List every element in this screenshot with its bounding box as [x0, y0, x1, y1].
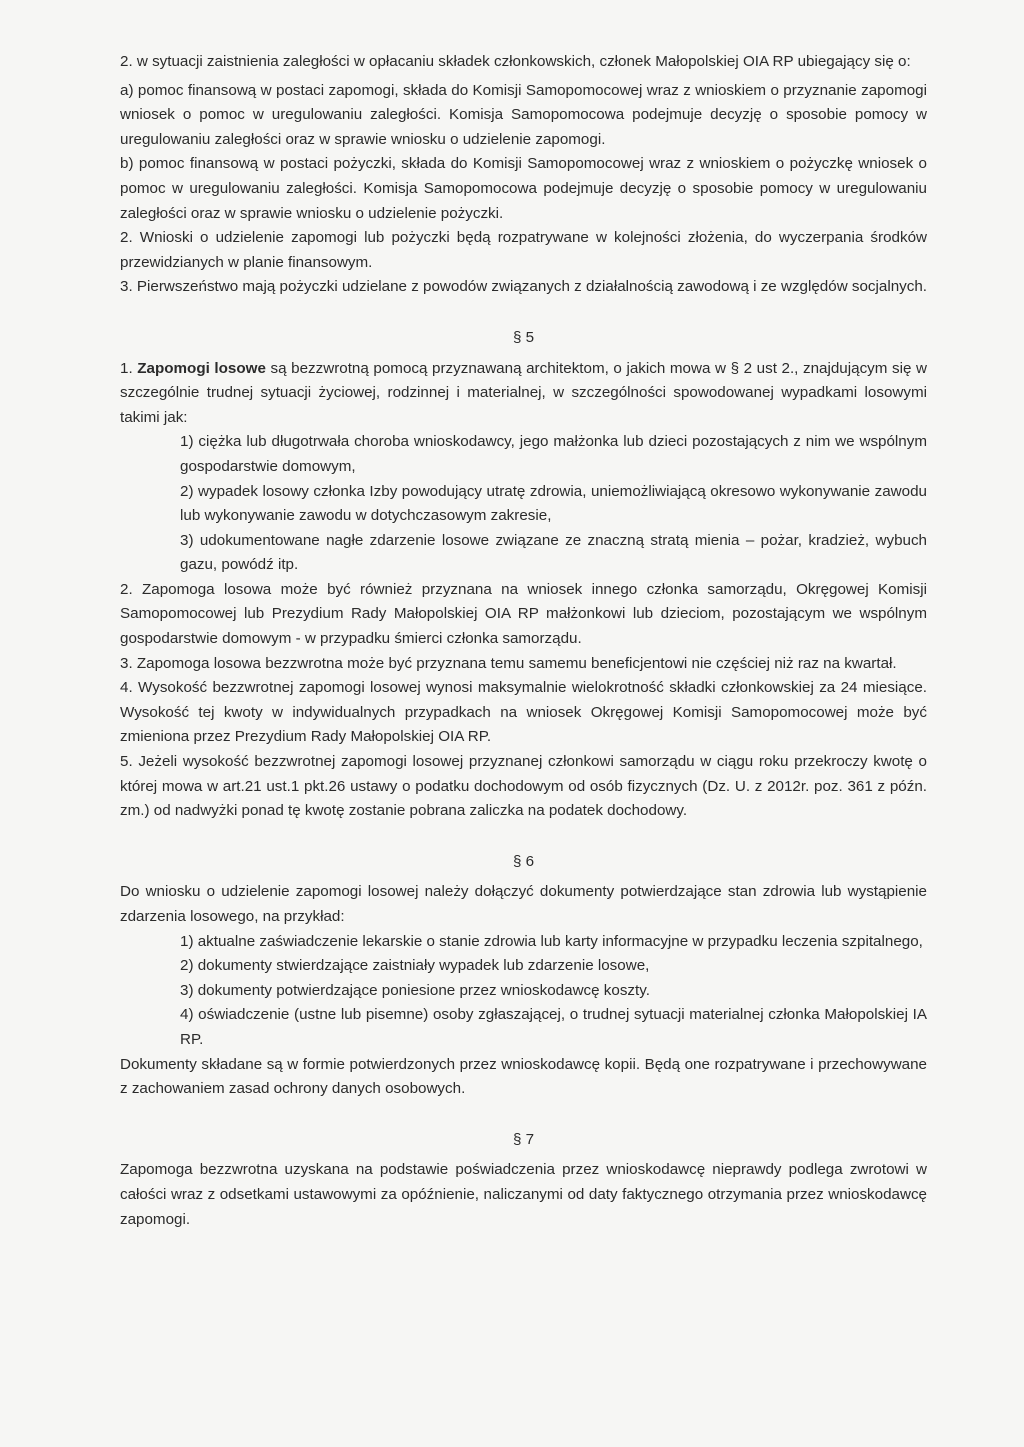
paragraph-2: 2. Zapomoga losowa może być również przyznana na wniosek innego członka samorządu, Okręgowej Komisji Samopomocowej lub Prezydium Rady Małopolskiej OIA RP małżonkowi lub dzieciom, pozostającym we wspólnym gospodarstwie domowym - w przypadku śmierci członka samorządu. [120, 580, 927, 648]
list-item: 4) oświadczenie (ustne lub pisemne) osoby zgłaszającej, o trudnej sytuacji materialnej członka Małopolskiej IA RP. [180, 1006, 927, 1048]
list-item: 2) wypadek losowy członka Izby powodujący utratę zdrowia, uniemożliwiającą okresowo wykonywanie zawodu lub wykonywanie zawodu w dotychczasowym zakresie, [180, 482, 927, 525]
paragraph-a: a) pomoc finansową w postaci zapomogi, składa do Komisji Samopomocowej wraz z wnioskiem o przyznanie zapomogi wniosek o pomoc w uregulowaniu zaległości. Komisja Samopomocowa podejmuje decyzję o sposobie pomocy w uregulowaniu zaległości oraz w sprawie wniosku o udzielenie zapomogi. [120, 81, 927, 148]
paragraph-4: 4. Wysokość bezzwrotnej zapomogi losowej wynosi maksymalnie wielokrotność składki członkowskiej za 24 miesiące. Wysokość tej kwoty w indywidualnych przypadkach na wniosek Okręgowej Komisji Samopomocowej może być zmieniona przez Prezydium Rady Małopolskiej OIA RP. [120, 679, 927, 746]
paragraph-pierwszenstwo: 3. Pierwszeństwo mają pożyczki udzielane z powodów związanych z działalnością zawodową i ze względów socjalnych. [120, 278, 928, 296]
paragraph-1: 1. Zapomogi losowe są bezzwrotną pomocą przyznawaną architektom, o jakich mowa w § 2 ust 2., znajdującym się w szczególnie trudnej sytuacji życiowej, rodzinnej i materialnej, w szczególności spowodowanej wypadkami losowymi takimi jak: [120, 359, 927, 426]
list-item: 3) dokumenty potwierdzające poniesione przez wnioskodawcę koszty. [180, 981, 650, 999]
block-continuation [120, 50, 927, 300]
paragraph-b: b) pomoc finansową w postaci pożyczki, składa do Komisji Samopomocowej wraz z wnioskiem o pożyczkę wniosek o pomoc w uregulowaniu zaległości. Komisja Samopomocowa podejmuje decyzję o sposobie pomocy w uregulowaniu zaległości oraz w sprawie wniosku o udzielenie pożyczki. [120, 155, 927, 222]
paragraph-wnioski: 2. Wnioski o udzielenie zapomogi lub pożyczki będą rozpatrywane w kolejności złożenia, do wyczerpania środków przewidzianych w planie finansowym. [120, 229, 927, 271]
section-heading: § 6 [512, 852, 535, 870]
paragraph-intro: Do wniosku o udzielenie zapomogi losowej należy dołączyć dokumenty potwierdzające stan zdrowia lub wystąpienie zdarzenia losowego, na przykład: [120, 883, 927, 925]
section-7 [120, 1128, 927, 1232]
list-item: 1) aktualne zaświadczenie lekarskie o stanie zdrowia lub karty informacyjne w przypadku leczenia szpitalnego, [180, 932, 923, 950]
list-item: 1) ciężka lub długotrwała choroba wnioskodawcy, jego małżonka lub dzieci pozostających z nim we wspólnym gospodarstwie domowym, [180, 433, 927, 475]
section-6 [120, 850, 927, 1102]
paragraph-5: 5. Jeżeli wysokość bezzwrotnej zapomogi losowej przyznanej członkowi samorządu w ciągu roku przekroczy kwotę o której mowa w art.21 ust.1 pkt.26 ustawy o podatku dochodowym od osób fizycznych (Dz. U. z 2012r. poz. 361 z późn. zm.) od nadwyżki ponad tę kwotę zostanie pobrana zaliczka na podatek dochodowy. [120, 753, 927, 820]
paragraph-outro: Dokumenty składane są w formie potwierdzonych przez wnioskodawcę kopii. Będą one rozpatrywane i przechowywane z zachowaniem zasad ochrony danych osobowych. [120, 1055, 927, 1098]
list-item: 3) udokumentowane nagłe zdarzenie losowe związane ze znaczną stratą mienia – pożar, kradzież, wybuch gazu, powódź itp. [180, 531, 927, 574]
paragraph-2: 2. w sytuacji zaistnienia zaległości w opłacaniu składek członkowskich, członek Małopolskiej OIA RP ubiegający się o: [120, 53, 911, 70]
paragraph-text: Zapomoga bezzwrotna uzyskana na podstawie poświadczenia przez wnioskodawcę nieprawdy podlega zwrotowi w całości wraz z odsetkami ustawowymi za opóźnienie, naliczanymi od daty faktycznego otrzymania przez wnioskodawcę zapomogi. [120, 1161, 927, 1228]
section-heading: § 7 [512, 1130, 535, 1148]
paragraph-3: 3. Zapomoga losowa bezzwrotna może być przyznana temu samemu beneficjentowi nie częściej niż raz na kwartał. [120, 654, 897, 672]
section-heading: § 5 [512, 328, 535, 346]
list-item: 2) dokumenty stwierdzające zaistniały wypadek lub zdarzenie losowe, [180, 957, 650, 975]
bold-term: Zapomogi losowe [137, 359, 266, 377]
section-5 [120, 326, 927, 824]
